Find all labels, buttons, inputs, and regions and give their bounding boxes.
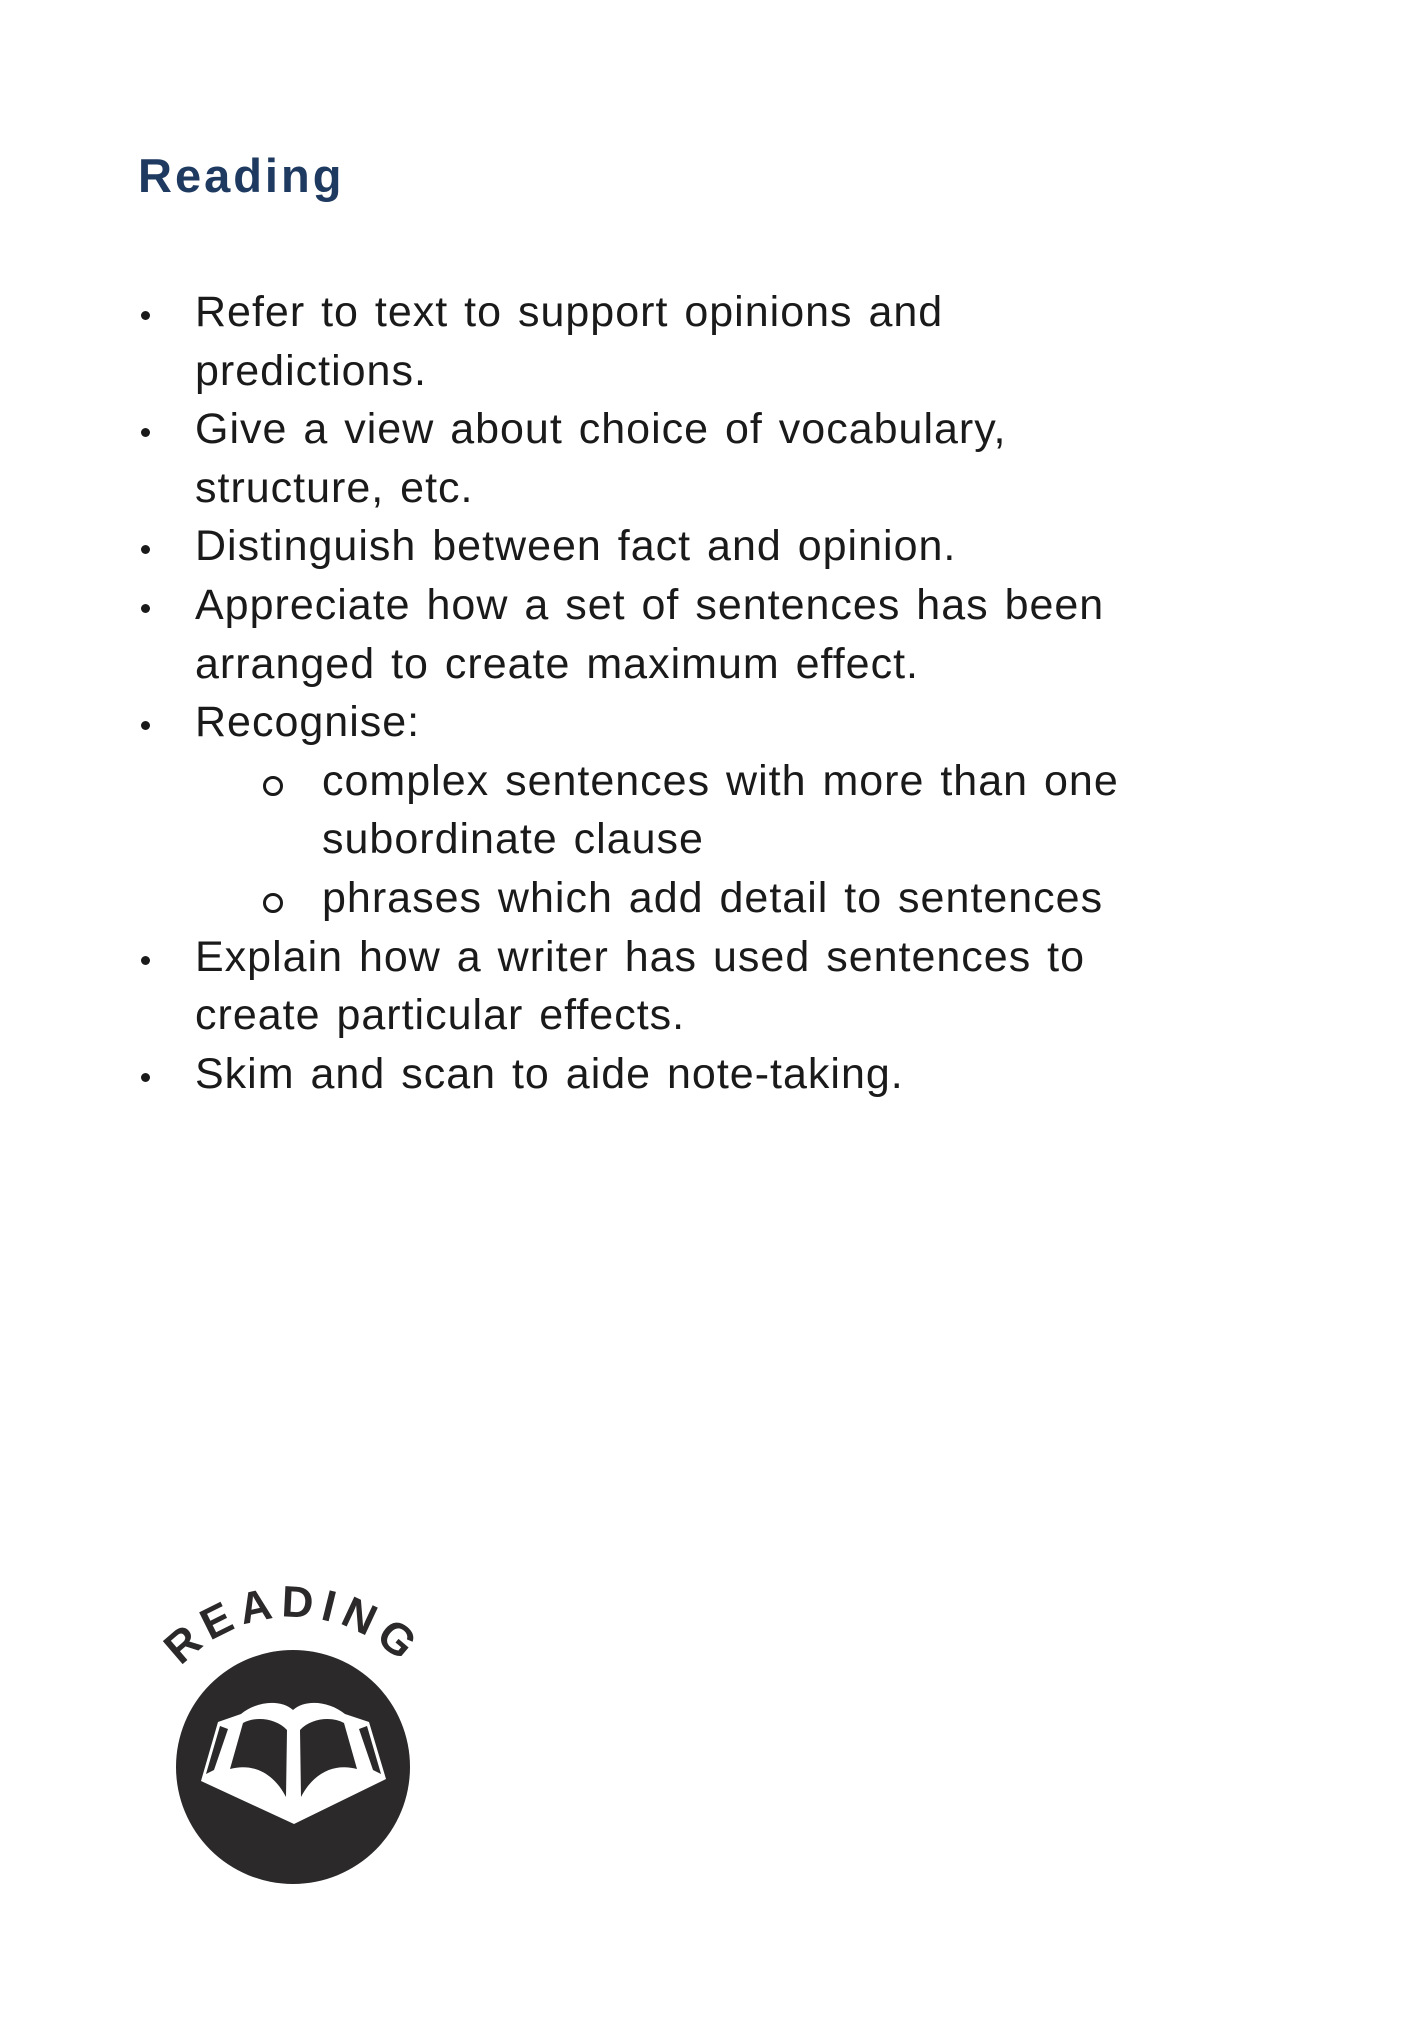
badge-arc-label: READING [154,1577,431,1674]
bullet-item [140,517,1330,576]
bullet-item [140,693,1330,752]
bullet-line: Skim and scan to aide note-taking. [195,1049,904,1098]
page-title: Reading [138,149,345,202]
bullet-line: Appreciate how a set of sentences has been [195,580,1105,629]
sub-bullet-item [140,752,1330,869]
bullet-line: phrases which add detail to sentences [322,873,1104,922]
reading-badge [150,1560,436,1900]
sub-bullet-item [140,869,1330,928]
bullet-line: create particular effects. [195,991,686,1040]
bullet-line: Refer to text to support opinions and [195,288,944,336]
bullet-item [140,1045,1330,1104]
bullet-line: Give a view about choice of vocabulary, [195,405,1007,454]
bullet-item [140,283,1330,400]
bullet-line: Explain how a writer has used sentences to [195,932,1086,981]
bullet-item [140,400,1330,517]
bullet-line: arranged to create maximum effect. [195,639,919,688]
bullet-line: complex sentences with more than one [322,756,1119,805]
bullet-line: subordinate clause [322,815,704,864]
bullet-line: Recognise: [195,698,421,747]
bullet-line: structure, etc. [195,463,474,512]
bullet-item [140,928,1330,1045]
reading-badge-graphic [150,1560,436,1900]
bullet-list [140,283,1330,1103]
bullet-line: predictions. [195,346,427,395]
bullet-item [140,576,1330,693]
bullet-line: Distinguish between fact and opinion. [195,522,957,571]
